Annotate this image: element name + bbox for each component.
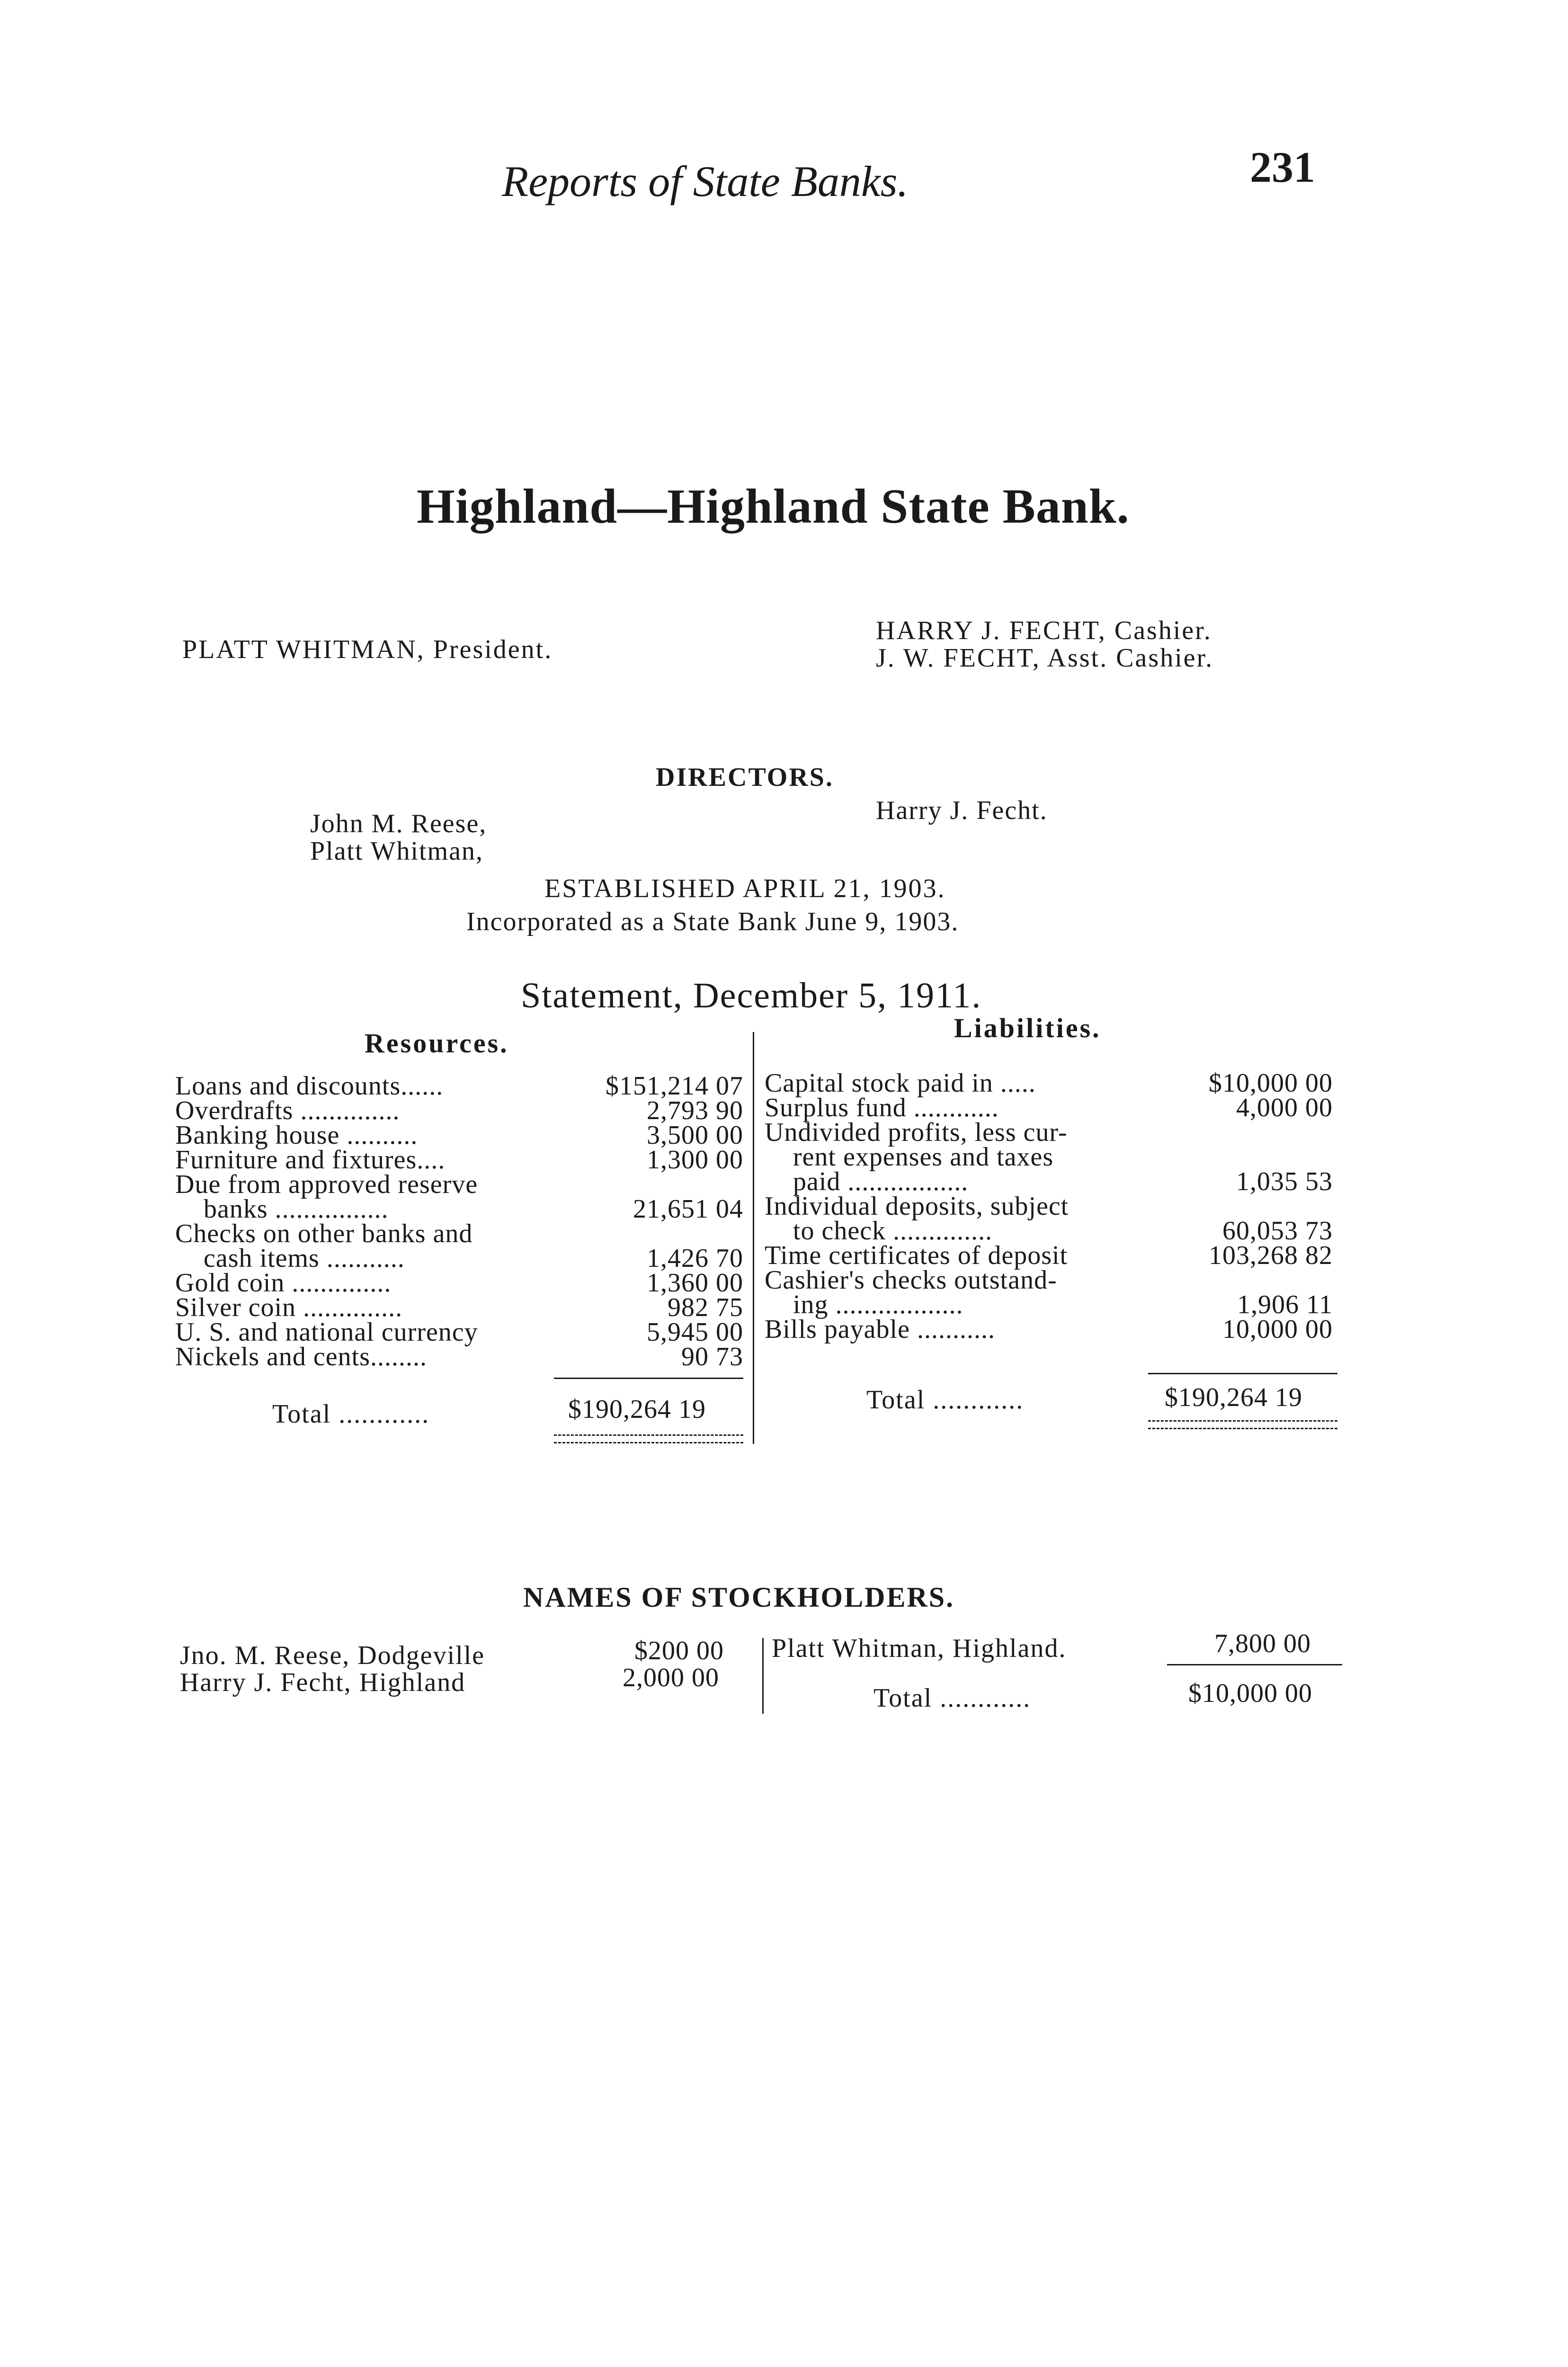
resource-amount: 1,360 00: [647, 1268, 743, 1298]
director-name: Platt Whitman,: [310, 836, 484, 866]
stockholder-amount: 7,800 00: [1214, 1629, 1311, 1658]
liability-label: to check ..............: [765, 1216, 993, 1246]
resource-row: [175, 1246, 743, 1271]
liability-label: paid .................: [765, 1167, 969, 1196]
officer-cashier: HARRY J. FECHT, Cashier.: [876, 616, 1212, 645]
resource-amount: 21,651 04: [633, 1194, 743, 1224]
officer-president: PLATT WHITMAN, President.: [182, 635, 553, 664]
liabilities-total-label: Total ............: [866, 1385, 1024, 1415]
liability-label: Bills payable ...........: [765, 1315, 995, 1344]
liability-label: Time certificates of deposit: [765, 1241, 1068, 1270]
resource-label: Furniture and fixtures....: [175, 1145, 445, 1175]
resource-amount: 982 75: [668, 1293, 743, 1322]
resource-label: Gold coin ..............: [175, 1268, 392, 1298]
liability-amount: 10,000 00: [1222, 1315, 1333, 1344]
resource-label: Banking house ..........: [175, 1121, 418, 1150]
liability-amount: $10,000 00: [1209, 1068, 1333, 1098]
liabilities-table: [765, 1068, 1333, 1344]
liability-label: rent expenses and taxes: [765, 1142, 1054, 1172]
liability-label: Undivided profits, less cur-: [765, 1118, 1068, 1147]
running-header-title: Reports of State Banks.: [502, 157, 909, 205]
resources-table: [175, 1071, 743, 1371]
resource-row: [175, 1172, 743, 1197]
stockholders-total-label: Total ............: [873, 1683, 1031, 1713]
resource-row: [175, 1098, 743, 1123]
liability-label: Surplus fund ............: [765, 1093, 999, 1122]
liability-label: Cashier's checks outstand-: [765, 1265, 1057, 1295]
resource-label: Checks on other banks and: [175, 1219, 473, 1248]
director-name: John M. Reese,: [310, 809, 487, 838]
resource-amount: 1,426 70: [647, 1244, 743, 1273]
liability-amount: 1,035 53: [1236, 1167, 1333, 1196]
resource-label: Due from approved reserve: [175, 1170, 478, 1199]
liability-amount: 103,268 82: [1209, 1241, 1333, 1270]
liability-row: [765, 1265, 1333, 1295]
liability-row: [765, 1317, 1333, 1342]
resources-total-double-rule: [554, 1434, 743, 1436]
stockholders-subtotal-rule: [1167, 1664, 1342, 1665]
liability-row: [765, 1120, 1333, 1145]
incorporated-line: Incorporated as a State Bank June 9, 1903.: [466, 907, 959, 936]
resource-label: cash items ...........: [175, 1244, 405, 1273]
resource-row: [175, 1268, 743, 1298]
liability-row: [765, 1142, 1333, 1172]
resource-label: banks ................: [175, 1194, 389, 1224]
liability-label: Individual deposits, subject: [765, 1192, 1069, 1221]
liability-row: [765, 1243, 1333, 1268]
stockholders-heading: NAMES OF STOCKHOLDERS.: [523, 1582, 955, 1613]
resources-total-double-rule: [554, 1442, 743, 1443]
resource-label: Loans and discounts......: [175, 1071, 444, 1101]
resource-amount: 3,500 00: [647, 1121, 743, 1150]
liability-row: [765, 1169, 1333, 1194]
resource-row: [175, 1071, 743, 1101]
liabilities-subtotal-rule: [1148, 1373, 1337, 1374]
resources-heading: Resources.: [365, 1028, 509, 1059]
stockholder-name: Harry J. Fecht, Highland: [180, 1668, 466, 1697]
liability-row: [765, 1194, 1333, 1219]
established-line: ESTABLISHED APRIL 21, 1903.: [544, 874, 946, 903]
resource-row: [175, 1344, 743, 1369]
resource-row: [175, 1221, 743, 1246]
liability-row: [765, 1216, 1333, 1246]
statement-title: Statement, December 5, 1911.: [521, 976, 982, 1015]
resource-amount: 90 73: [681, 1342, 743, 1371]
liability-row: [765, 1292, 1333, 1317]
resource-row: [175, 1295, 743, 1320]
stockholder-amount: $200 00: [634, 1636, 724, 1665]
statement-divider: [753, 1032, 754, 1444]
liability-amount: 60,053 73: [1222, 1216, 1333, 1246]
resource-row: [175, 1145, 743, 1175]
resources-total: $190,264 19: [568, 1395, 706, 1424]
liability-row: [765, 1095, 1333, 1120]
resource-row: [175, 1123, 743, 1148]
page-number: 231: [1250, 143, 1315, 191]
resources-total-label: Total ............: [272, 1399, 430, 1429]
resource-label: Nickels and cents........: [175, 1342, 427, 1371]
officer-asst-cashier: J. W. FECHT, Asst. Cashier.: [876, 643, 1214, 673]
resource-amount: 2,793 90: [647, 1096, 743, 1125]
resource-row: [175, 1317, 743, 1347]
liabilities-total: $190,264 19: [1165, 1383, 1302, 1412]
liability-label: ing ..................: [765, 1290, 963, 1319]
resources-subtotal-rule: [554, 1378, 743, 1379]
stockholder-amount: 2,000 00: [623, 1663, 719, 1692]
resource-label: U. S. and national currency: [175, 1317, 478, 1347]
bank-title: Highland—Highland State Bank.: [417, 479, 1130, 534]
resource-amount: 5,945 00: [647, 1317, 743, 1347]
stockholder-name: Jno. M. Reese, Dodgeville: [180, 1641, 485, 1670]
directors-heading: DIRECTORS.: [656, 763, 834, 792]
liability-amount: 1,906 11: [1237, 1290, 1333, 1319]
liability-amount: 4,000 00: [1236, 1093, 1333, 1122]
resource-label: Overdrafts ..............: [175, 1096, 400, 1125]
resource-amount: $151,214 07: [606, 1071, 743, 1101]
resource-amount: 1,300 00: [647, 1145, 743, 1175]
director-name: Harry J. Fecht.: [876, 796, 1048, 825]
liability-row: [765, 1068, 1333, 1098]
stockholders-total: $10,000 00: [1188, 1679, 1312, 1708]
liabilities-heading: Liabilities.: [954, 1013, 1101, 1043]
resource-label: Silver coin ..............: [175, 1293, 403, 1322]
liability-label: Capital stock paid in .....: [765, 1068, 1036, 1098]
liabilities-total-double-rule: [1148, 1428, 1337, 1429]
stockholders-divider: [762, 1638, 764, 1714]
stockholder-name: Platt Whitman, Highland.: [772, 1634, 1067, 1663]
resource-row: [175, 1194, 743, 1224]
liabilities-total-double-rule: [1148, 1420, 1337, 1422]
